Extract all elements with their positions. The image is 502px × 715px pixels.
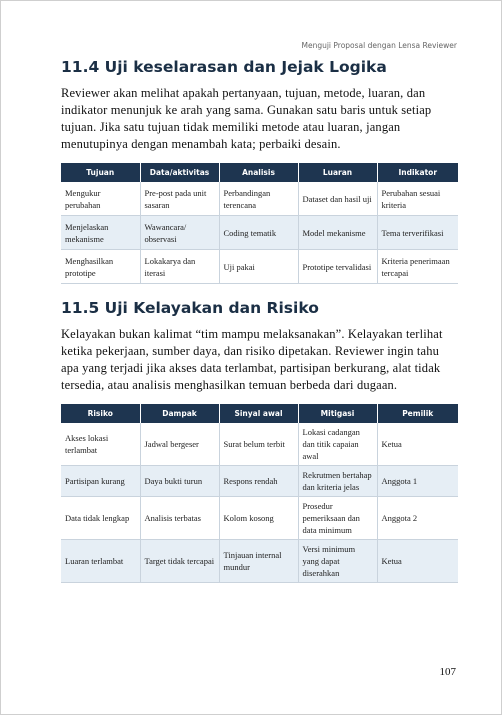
table-row xyxy=(61,466,458,497)
table-cell: Surat belum terbit xyxy=(219,423,298,466)
table-cell: Luaran terlambat xyxy=(61,540,140,583)
table-cell: Tinjauan internal mundur xyxy=(219,540,298,583)
section-heading-11-5: 11.5 Uji Kelayakan dan Risiko xyxy=(61,299,319,317)
table-row xyxy=(61,216,458,250)
table-cell: Coding tematik xyxy=(219,216,298,250)
table-cell: Analisis terbatas xyxy=(140,497,219,540)
alignment-table xyxy=(61,163,458,284)
table-header-row xyxy=(61,163,458,182)
table-cell: Anggota 1 xyxy=(377,466,458,497)
column-header: Dampak xyxy=(140,404,219,423)
column-header: Luaran xyxy=(298,163,377,182)
table-cell: Respons rendah xyxy=(219,466,298,497)
column-header: Mitigasi xyxy=(298,404,377,423)
table-cell: Mengukur perubahan xyxy=(61,182,140,216)
running-head: Menguji Proposal dengan Lensa Reviewer xyxy=(301,41,457,50)
table-cell: Prototipe tervalidasi xyxy=(298,250,377,284)
risk-table xyxy=(61,404,458,583)
table-cell: Lokakarya dan iterasi xyxy=(140,250,219,284)
table-row xyxy=(61,497,458,540)
table-cell: Pre-post pada unit sasaran xyxy=(140,182,219,216)
table-row xyxy=(61,423,458,466)
table-cell: Ketua xyxy=(377,540,458,583)
column-header: Pemilik xyxy=(377,404,458,423)
table-cell: Data tidak lengkap xyxy=(61,497,140,540)
table-cell: Jadwal bergeser xyxy=(140,423,219,466)
table-cell: Uji pakai xyxy=(219,250,298,284)
table-cell: Ketua xyxy=(377,423,458,466)
table-cell: Akses lokasi terlambat xyxy=(61,423,140,466)
table-cell: Menjelaskan mekanisme xyxy=(61,216,140,250)
column-header: Risiko xyxy=(61,404,140,423)
section-heading-11-4: 11.4 Uji keselarasan dan Jejak Logika xyxy=(61,58,387,76)
table-cell: Wawancara/ observasi xyxy=(140,216,219,250)
table-row xyxy=(61,182,458,216)
section-body-11-5: Kelayakan bukan kalimat “tim mampu melaksanakan”. Kelayakan terlihat ketika pekerjaan, sumber daya, dan risiko dipetakan. Reviewer ingin tahu apa yang terjadi jika akses data terlambat, partisipan berkurang, alat tidak tersedia, atau analisis menghasilkan temuan berbeda dari dugaan. xyxy=(61,327,443,392)
table-cell: Partisipan kurang xyxy=(61,466,140,497)
table-cell: Lokasi cadangan dan titik capaian awal xyxy=(298,423,377,466)
page-number: 107 xyxy=(439,666,456,678)
table-cell: Dataset dan hasil uji xyxy=(298,182,377,216)
table-cell: Versi minimum yang dapat diserahkan xyxy=(298,540,377,583)
table-cell: Anggota 2 xyxy=(377,497,458,540)
table-row xyxy=(61,540,458,583)
column-header: Indikator xyxy=(377,163,458,182)
section-body-11-4: Reviewer akan melihat apakah pertanyaan, tujuan, metode, luaran, dan indikator menunjuk ke arah yang sama. Gunakan satu baris untuk setiap tujuan. Jika satu tujuan tidak memiliki metode atau luaran, jangan menutupinya dengan menambah kata; perbaiki desain. xyxy=(61,86,432,151)
table-cell: Model mekanisme xyxy=(298,216,377,250)
table-cell: Rekrutmen bertahap dan kriteria jelas xyxy=(298,466,377,497)
table-cell: Daya bukti turun xyxy=(140,466,219,497)
table-cell: Tema terverifikasi xyxy=(377,216,458,250)
column-header: Tujuan xyxy=(61,163,140,182)
page-content xyxy=(61,57,458,583)
column-header: Sinyal awal xyxy=(219,404,298,423)
column-header: Data/aktivitas xyxy=(140,163,219,182)
column-header: Analisis xyxy=(219,163,298,182)
table-cell: Target tidak tercapai xyxy=(140,540,219,583)
table-cell: Kriteria penerimaan tercapai xyxy=(377,250,458,284)
table-header-row xyxy=(61,404,458,423)
table-cell: Prosedur pemeriksaan dan data minimum xyxy=(298,497,377,540)
table-row xyxy=(61,250,458,284)
table-cell: Perubahan sesuai kriteria xyxy=(377,182,458,216)
table-cell: Menghasilkan prototipe xyxy=(61,250,140,284)
table-cell: Kolom kosong xyxy=(219,497,298,540)
table-cell: Perbandingan terencana xyxy=(219,182,298,216)
